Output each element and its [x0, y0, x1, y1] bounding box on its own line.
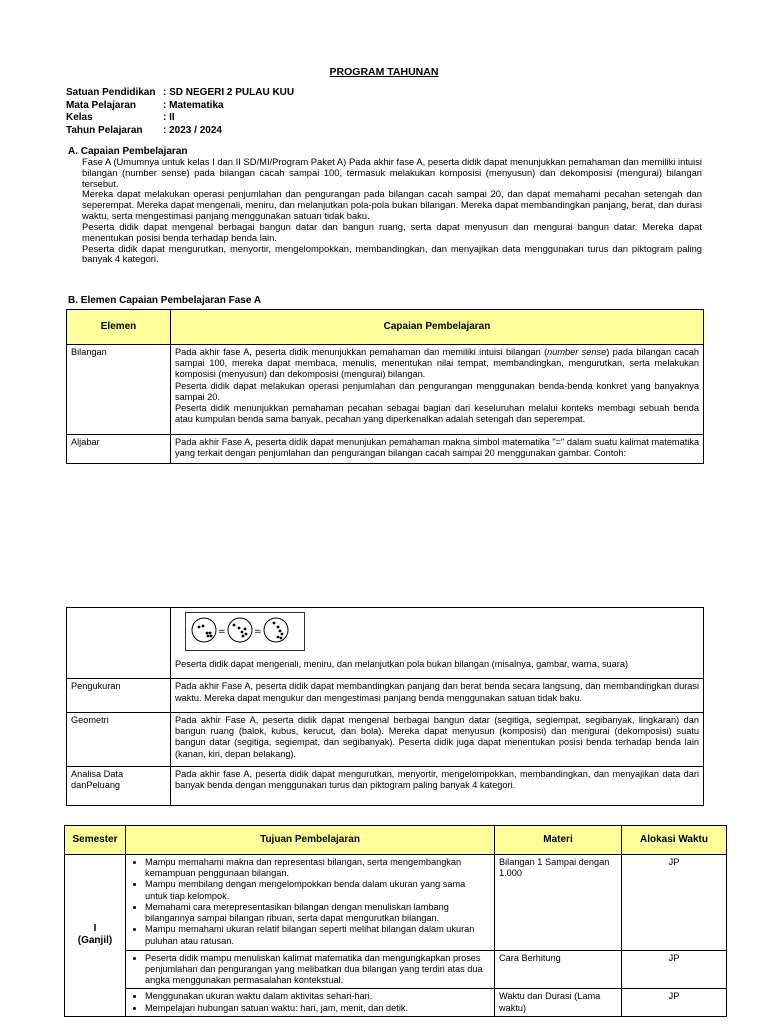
identity-row	[66, 112, 294, 125]
svg-text:=: =	[218, 627, 226, 637]
program-table	[64, 825, 727, 1017]
equation-example-image	[185, 612, 305, 651]
materi-cell: Bilangan 1 Sampai dengan 1.000	[495, 855, 622, 951]
alokasi-cell: JP	[622, 950, 727, 989]
materi-cell: Waktu dan Durasi (Lama waktu)	[495, 989, 622, 1016]
capaian-cell	[171, 608, 704, 679]
header-tujuan: Tujuan Pembelajaran	[126, 826, 495, 855]
elemen-cell: Bilangan	[67, 345, 171, 435]
document-title: PROGRAM TAHUNAN	[329, 66, 439, 78]
capaian-cell: Pada akhir Fase A, peserta didik dapat membandingkan panjang dan berat benda secara langsung, dan membandingkan durasi waktu. Mereka dapat mengukur dan mengestimasi panjang benda menggunakan satuan tidak baku.	[171, 679, 704, 712]
identity-value: : SD NEGERI 2 PULAU KUU	[163, 87, 295, 98]
elemen-cell: Geometri	[67, 712, 171, 766]
elemen-table	[66, 309, 704, 464]
paragraph: Fase A (Umumnya untuk kelas I dan II SD/MI/Program Paket A) Pada akhir fase A, peserta didik dapat menunjukkan pemahaman dan memiliki intuisi bilangan (number sense) pada bilangan cacah sampai 100, termasuk melakukan komposisi (menyusun) dan dekomposisi (mengurai) bilangan tersebut.	[82, 156, 702, 189]
tujuan-cell	[126, 855, 495, 951]
identity-value: : II	[163, 112, 175, 123]
identity-label: Mata Pelajaran	[66, 99, 137, 111]
elemen-table-continued	[66, 607, 704, 806]
table-row	[65, 989, 727, 1016]
list-item: • Mampu memahami ukuran relatif bilangan seperti melihat bilangan dalam ukuran puluhan atau ratusan.	[145, 924, 490, 946]
section-a-body	[82, 157, 702, 265]
capaian-text: Peserta didik dapat melakukan operasi penjumlahan dan pengurangan menggunakan benda-benda konkret yang banyaknya sampai 20.	[175, 380, 699, 402]
elemen-cell: Pengukuran	[67, 679, 171, 712]
header-alokasi: Alokasi Waktu	[622, 826, 727, 855]
elemen-cell	[67, 608, 171, 679]
table-row	[65, 855, 727, 951]
capaian-cell: Pada akhir Fase A, peserta didik dapat mengenal berbagai bangun datar (segitiga, segiempat, segibanyak, lingkaran) dan bangun ruang (balok, kubus, kerucut, dan bola). Mereka dapat menyusun (komposisi) dan mengurai (dekomposisi) suatu bangun datar (segitiga, segiempat, dan segibanyak). Peserta didik juga dapat menentukan posisi benda terhadap benda lain (kanan, kiri, depan belakang).	[171, 712, 704, 766]
header-elemen: Elemen	[67, 310, 171, 345]
list-item: • Mempelajari hubungan satuan waktu: hari, jam, menit, dan detik.	[145, 1003, 490, 1014]
capaian-text: Peserta didik dapat mengenali, meniru, dan melanjutkan pola bukan bilangan (misalnya, gambar, warna, suara)	[175, 659, 629, 670]
alokasi-cell: JP	[622, 855, 727, 951]
identity-value: : 2023 / 2024	[163, 124, 222, 136]
svg-text:=: =	[254, 627, 262, 637]
capaian-cell: Pada akhir Fase A, peserta didik dapat menunjukan pemahaman makna simbol matematika "=" dalam suatu kalimat matematika yang terkait dengan penjumlahan dan pengurangan bilangan cacah sampai 20 menggunakan gambar. Contoh:	[171, 434, 704, 463]
section-a-heading: A. Capaian Pembelajaran	[68, 146, 188, 157]
paragraph: Peserta didik dapat mengurutkan, menyortir, mengelompokkan, membandingkan, dan menyajikan data menggunakan turus dan piktogram paling banyak 4 kategori.	[82, 242, 702, 265]
paragraph: Peserta didik dapat mengenal berbagai bangun datar dan bangun ruang, serta dapat menyusun dan mengurai bangun datar. Mereka dapat menentukan posisi benda terhadap benda lain.	[82, 220, 702, 243]
capaian-text: Pada akhir fase A, peserta didik menunjukkan pemahaman dan memiliki intuisi bilangan (number sense) pada bilangan cacah sampai 100, mereka dapat membaca, menulis, menentukan nilai tempat, membandingkan, mengurutkan, serta melakukan komposisi (menyusun) dan dekomposisi (mengurai) bilangan.	[175, 347, 699, 380]
capaian-cell	[171, 345, 704, 435]
table-row	[67, 679, 704, 712]
header-semester: Semester	[65, 826, 126, 855]
table-row	[67, 766, 704, 805]
identity-row	[66, 87, 294, 100]
tujuan-cell	[126, 989, 495, 1016]
capaian-cell: Pada akhir fase A, peserta didik dapat mengurutkan, menyortir, mengelompokkan, membandingkan, dan menyajikan data dari banyak benda dengan menggunakan turus dan piktogram paling banyak 4 kategori.	[171, 766, 704, 805]
materi-cell: Cara Berhitung	[495, 950, 622, 989]
identity-value: : Matematika	[163, 99, 224, 111]
table-row	[65, 950, 727, 989]
capaian-text: Peserta didik menunjukkan pemahaman pecahan sebagai bagian dari keseluruhan melalui konteks membagi sebuah benda atau kumpulan benda sama banyak, pecahan yang diperkenalkan adalah setengah dan seperempat.	[175, 403, 699, 425]
elemen-cell: Analisa Data danPeluang	[67, 766, 171, 805]
header-capaian: Capaian Pembelajaran	[171, 310, 704, 345]
table-row	[67, 712, 704, 766]
list-item: • Menggunakan ukuran waktu dalam aktivitas sehari-hari.	[145, 991, 490, 1002]
identity-block	[66, 87, 294, 137]
list-item: • Mampu membilang dengan mengelompokkan benda dalam ukuran yang sama untuk tiap kelompok.	[145, 879, 490, 901]
list-item: • Memahami cara merepresentasikan bilangan dengan menuliskan lambang bilangannya sampai bilangan ribuan, serta dapat mengurutkan bilangan.	[145, 902, 490, 924]
tujuan-list	[130, 953, 490, 987]
section-b-heading: B. Elemen Capaian Pembelajaran Fase A	[68, 295, 262, 306]
tujuan-list	[130, 991, 490, 1013]
semester-sub: (Ganjil)	[77, 935, 113, 947]
alokasi-cell: JP	[622, 989, 727, 1016]
identity-label: Satuan Pendidikan	[66, 87, 156, 98]
tujuan-list	[130, 857, 490, 947]
identity-row	[66, 125, 294, 138]
table-row	[67, 608, 704, 679]
header-materi: Materi	[495, 826, 622, 855]
identity-label: Kelas	[66, 112, 93, 123]
elemen-cell: Aljabar	[67, 434, 171, 463]
paragraph: Mereka dapat melakukan operasi penjumlahan dan pengurangan pada bilangan cacah sampai 20, dan dapat memahami pecahan setengah dan seperempat. Mereka dapat mengenali, meniru, dan melanjutkan pola-pola bukan bilangan. Mereka dapat membandingkan panjang, berat, dan durasi waktu, serta mengestimasi panjang menggunakan satuan tidak baku.	[82, 188, 702, 222]
semester-cell	[65, 855, 126, 1017]
identity-label: Tahun Pelajaran	[66, 124, 143, 136]
list-item: • Peserta didik mampu menuliskan kalimat matematika dan mengungkapkan proses penjumlahan dan pengurangan yang melibatkan dua bilangan yang terdiri atas dua angka menggunakan permasalahan kontekstual.	[145, 953, 490, 987]
table-row	[67, 434, 704, 463]
identity-row	[66, 100, 294, 113]
table-row	[67, 345, 704, 435]
tujuan-cell	[126, 950, 495, 989]
list-item: • Mampu memahami makna dan representasi bilangan, serta mengembangkan kemampuan penggunaan bilangan.	[145, 857, 490, 879]
circle-dots-icon	[190, 615, 300, 645]
semester-label: I	[93, 923, 97, 935]
